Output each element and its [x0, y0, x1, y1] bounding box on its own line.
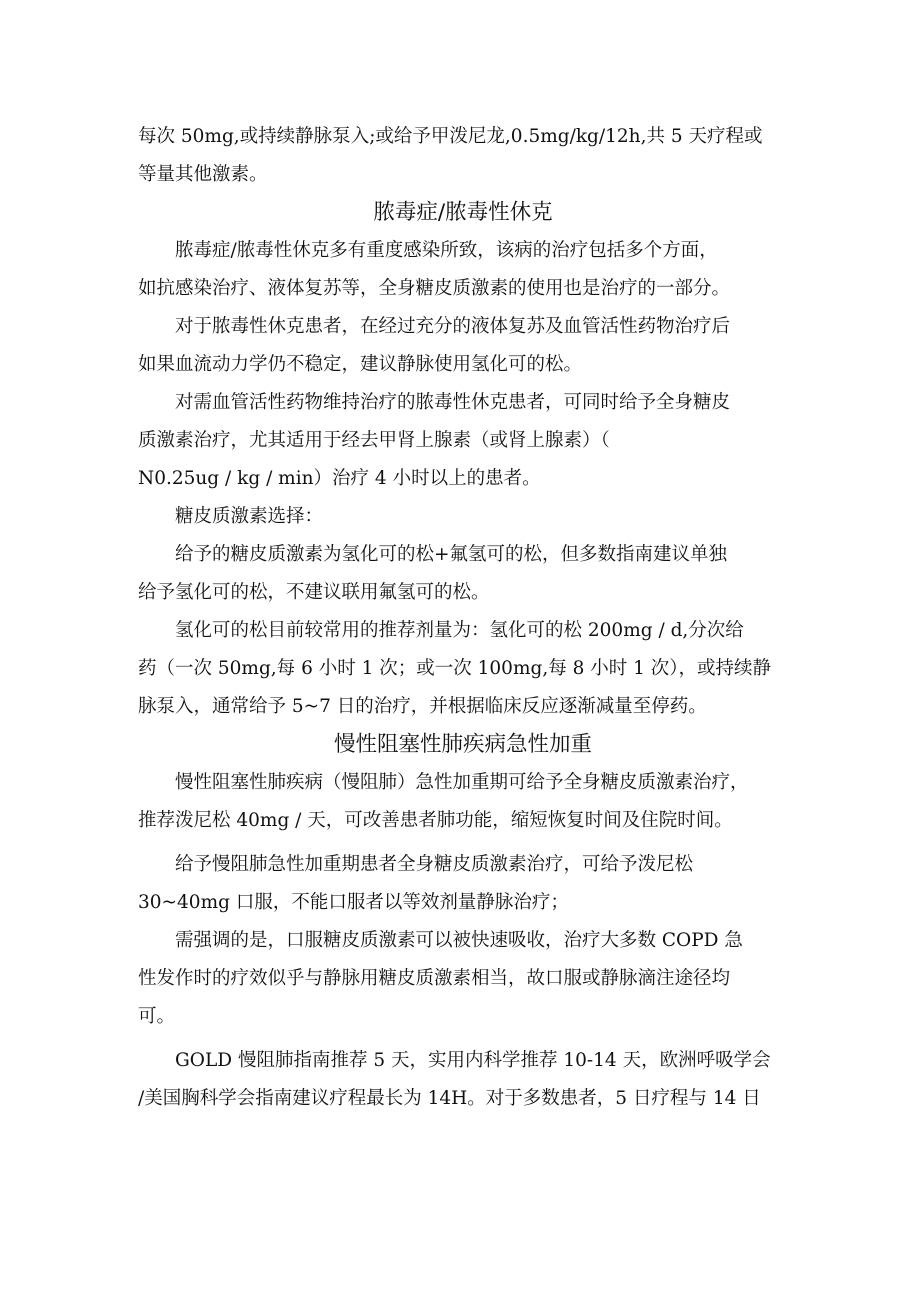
document-body [138, 118, 788, 1118]
paragraph-line: 脓毒症/脓毒性休克多有重度感染所致，该病的治疗包括多个方面， [175, 240, 718, 261]
paragraph [138, 846, 788, 922]
paragraph-line: 推荐泼尼松 40mg / 天，可改善患者肺功能，缩短恢复时间及住院时间。 [138, 810, 733, 831]
paragraph [138, 764, 788, 840]
paragraph-line: 给予慢阻肺急性加重期患者全身糖皮质激素治疗，可给予泼尼松 [175, 854, 694, 875]
paragraph [138, 536, 788, 612]
paragraph-line: 30~40mg 口服，不能口服者以等效剂量静脉治疗； [138, 892, 569, 913]
paragraph-line: 糖皮质激素选择： [175, 506, 324, 527]
paragraph-line: 如果血流动力学仍不稳定，建议静脉使用氢化可的松。 [138, 354, 583, 375]
paragraph-line: GOLD 慢阻肺指南推荐 5 天，实用内科学推荐 10-14 天，欧洲呼吸学会 [175, 1050, 771, 1071]
paragraph-line: 氢化可的松目前较常用的推荐剂量为：氢化可的松 200mg / d,分次给 [175, 620, 744, 641]
paragraph-line: N0.25ug / kg / min）治疗 4 小时以上的患者。 [138, 468, 541, 489]
paragraph-line: 质激素治疗，尤其适用于经去甲肾上腺素（或肾上腺素）（ [138, 430, 610, 451]
paragraph [138, 384, 788, 498]
paragraph-line: 对需血管活性药物维持治疗的脓毒性休克患者，可同时给予全身糖皮 [175, 392, 731, 413]
paragraph-line: 给予的糖皮质激素为氢化可的松+氟氢可的松，但多数指南建议单独 [175, 544, 728, 565]
paragraph [138, 232, 788, 308]
paragraph-line: 每次 50mg,或持续静脉泵入;或给予甲泼尼龙,0.5mg/kg/12h,共 5 天疗程或 [138, 126, 763, 147]
paragraph-line: 脉泵入，通常给予 5~7 日的治疗，并根据临床反应逐渐减量至停药。 [138, 696, 707, 717]
paragraph [138, 1042, 788, 1118]
paragraph-line: 慢性阻塞性肺疾病（慢阻肺）急性加重期可给予全身糖皮质激素治疗， [175, 772, 749, 793]
paragraph-line: 如抗感染治疗、液体复苏等，全身糖皮质激素的使用也是治疗的一部分。 [138, 278, 731, 299]
paragraph-line: /美国胸科学会指南建议疗程最长为 14H。对于多数患者，5 日疗程与 14 日 [138, 1088, 761, 1109]
paragraph [138, 118, 788, 194]
paragraph-line: 药（一次 50mg,每 6 小时 1 次；或一次 100mg,每 8 小时 1 次），或持续静 [138, 658, 772, 679]
section-heading: 脓毒症/脓毒性休克 [373, 200, 553, 225]
paragraph [138, 498, 788, 536]
paragraph-line: 对于脓毒性休克患者，在经过充分的液体复苏及血管活性药物治疗后 [175, 316, 731, 337]
paragraph-line: 需强调的是，口服糖皮质激素可以被快速吸收，治疗大多数 COPD 急 [175, 930, 743, 951]
paragraph-line: 可。 [138, 1006, 176, 1027]
section-heading: 慢性阻塞性肺疾病急性加重 [333, 732, 592, 757]
paragraph [138, 308, 788, 384]
paragraph [138, 922, 788, 1036]
paragraph-line: 等量其他激素。 [138, 164, 268, 185]
paragraph-line: 给予氢化可的松，不建议联用氟氢可的松。 [138, 582, 490, 603]
paragraph [138, 612, 788, 726]
paragraph-line: 性发作时的疗效似乎与静脉用糖皮质激素相当，故口服或静脉滴注途径均 [138, 968, 731, 989]
